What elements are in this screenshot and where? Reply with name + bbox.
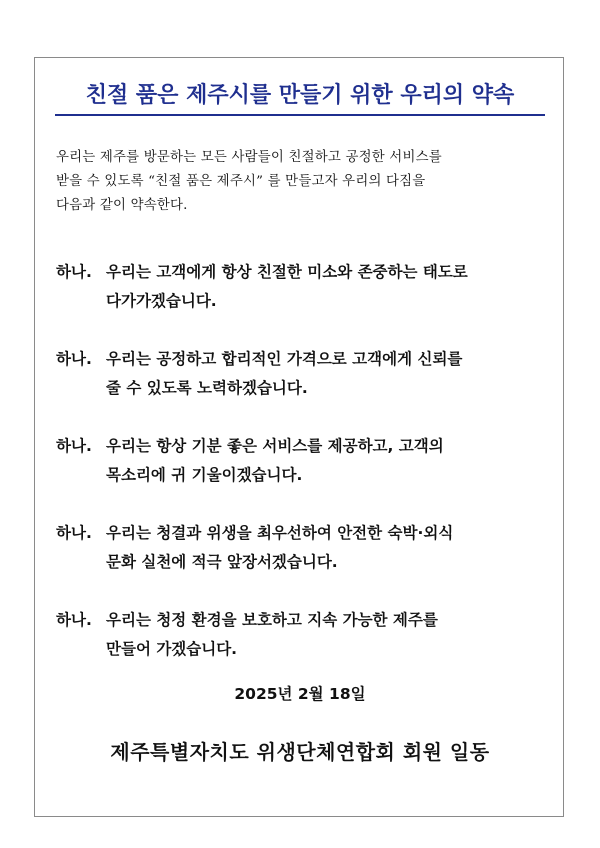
pledge-line2: 줄 수 있도록 노력하겠습니다. [106,379,308,397]
pledge-line1: 우리는 고객에게 항상 친절한 미소와 존중하는 태도로 [106,263,468,281]
pledge-item-2 [56,345,556,403]
intro-paragraph: 우리는 제주를 방문하는 모든 사람들이 친절하고 공정한 서비스를 받을 수 있도록 “친절 품은 제주시” 를 만들고자 우리의 다짐을 다음과 같이 약속한다. [56,150,442,213]
pledge-item-5 [56,606,556,664]
pledge-line2: 문화 실천에 적극 앞장서겠습니다. [106,553,338,571]
pledge-lead: 하나. [56,611,92,629]
pledge-lead: 하나. [56,524,92,542]
pledge-line1: 우리는 공정하고 합리적인 가격으로 고객에게 신뢰를 [106,350,463,368]
pledge-item-3 [56,432,556,490]
pledge-line2: 만들어 가겠습니다. [106,640,238,658]
document-title: 친절 품은 제주시를 만들기 위한 우리의 약속 [85,83,515,108]
pledge-lead: 하나. [56,437,92,455]
pledge-line2: 목소리에 귀 기울이겠습니다. [106,466,303,484]
pledge-item-4 [56,519,556,577]
document-date: 2025년 2월 18일 [234,685,366,703]
signer-organization: 제주특별자치도 위생단체연합회 회원 일동 [110,740,490,764]
pledge-line1: 우리는 청결과 위생을 최우선하여 안전한 숙박·외식 [106,524,454,542]
title-underline [55,114,545,116]
pledge-line1: 우리는 청정 환경을 보호하고 지속 가능한 제주를 [106,611,438,629]
pledge-line1: 우리는 항상 기분 좋은 서비스를 제공하고, 고객의 [106,437,444,455]
pledge-lead: 하나. [56,350,92,368]
pledge-list [56,258,556,693]
pledge-line2: 다가가겠습니다. [106,292,217,310]
pledge-lead: 하나. [56,263,92,281]
pledge-item-1 [56,258,556,316]
